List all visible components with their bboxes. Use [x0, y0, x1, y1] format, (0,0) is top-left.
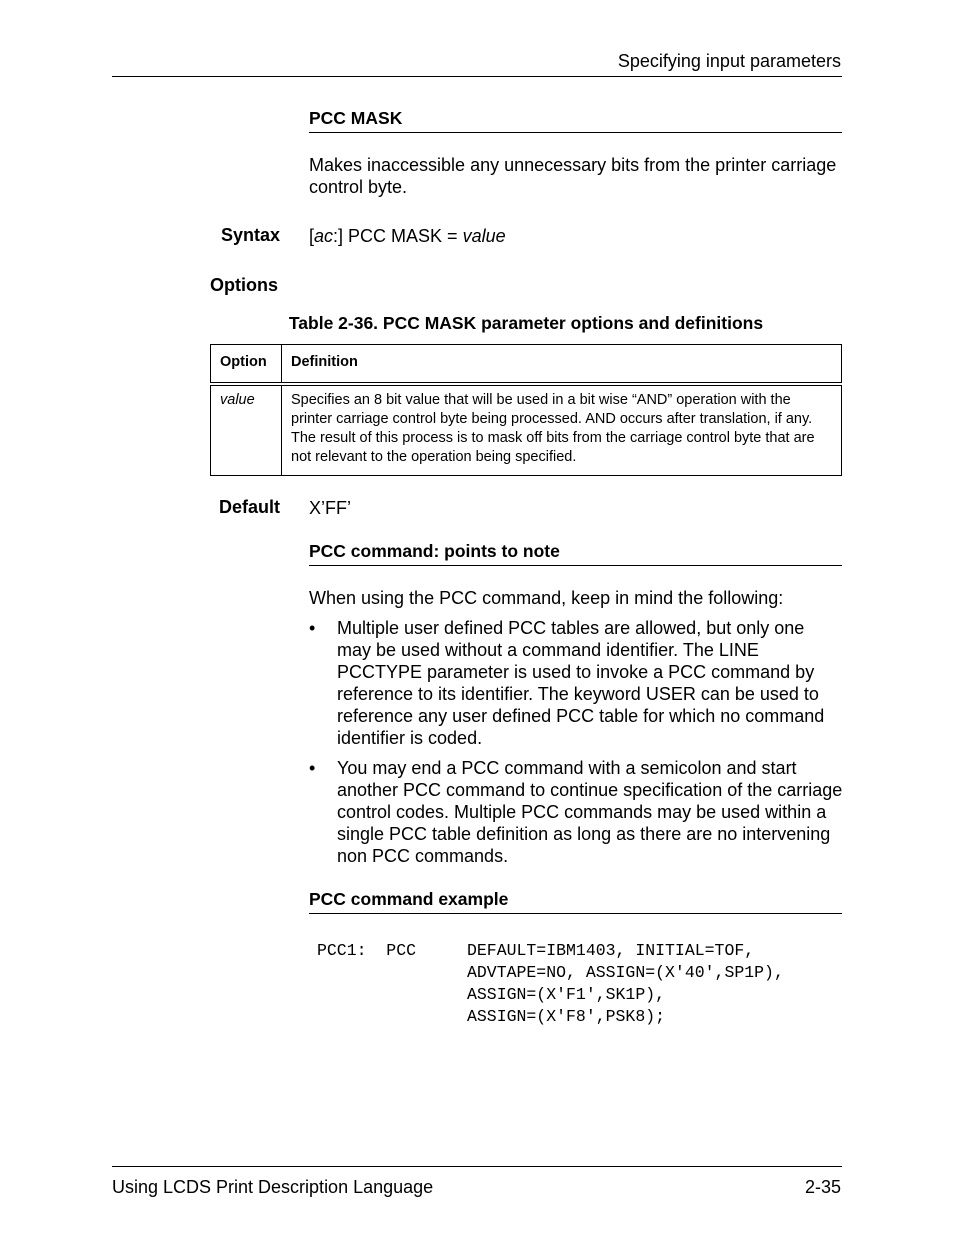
code-line: DEFAULT=IBM1403, INITIAL=TOF,	[467, 941, 755, 960]
table-header-row	[211, 345, 842, 385]
table-caption: Table 2-36. PCC MASK parameter options and definitions	[288, 313, 764, 333]
definition-cell: Specifies an 8 bit value that will be used in a bit wise “AND” operation with the printer carriage control byte being processed. AND occurs after translation, if any. The result of this process is to mask off bits from the carriage control byte that are not relevant to the operation being specified.	[282, 384, 842, 476]
list-item	[309, 617, 843, 749]
syntax-value: value	[462, 226, 506, 246]
list-item-text: You may end a PCC command with a semicolon and start another PCC command to continue specification of the carriage control codes. Multiple PCC commands may be used within a single PCC table definition as long as there are no intervening non PCC commands.	[337, 758, 843, 866]
notes-intro: When using the PCC command, keep in mind the following:	[309, 588, 784, 608]
code-line: ASSIGN=(X'F1',SK1P),	[467, 985, 666, 1004]
column-header-definition: Definition	[282, 345, 842, 385]
bullet-marker: •	[309, 758, 316, 778]
notes-title-rule	[309, 565, 842, 566]
syntax-label: Syntax	[220, 225, 280, 245]
syntax-middle: :] PCC MASK =	[333, 226, 463, 246]
syntax-ac: ac	[314, 226, 334, 246]
example-title-rule	[309, 913, 842, 914]
options-table	[210, 344, 842, 476]
options-label: Options	[210, 275, 278, 295]
section-title-rule	[309, 132, 842, 133]
example-title: PCC command example	[309, 889, 509, 909]
page-number: 2-35	[804, 1177, 841, 1197]
table-row	[211, 384, 842, 476]
header-rule	[112, 76, 842, 77]
option-cell: value	[211, 384, 282, 476]
default-value: X’FF’	[309, 498, 351, 518]
code-label: PCC1: PCC	[317, 941, 417, 960]
list-item-text: Multiple user defined PCC tables are allowed, but only one may be used without a command identifier. The LINE PCCTYPE parameter is used to invoke a PCC command by reference to its identifier. The keyword USER can be used to reference any user defined PCC table for which no command identifier is coded.	[337, 618, 825, 748]
section-description: Makes inaccessible any unnecessary bits from the printer carriage control byte.	[309, 155, 837, 197]
notes-title: PCC command: points to note	[309, 541, 560, 561]
bullet-marker: •	[309, 618, 316, 638]
code-line: ASSIGN=(X'F8',PSK8);	[467, 1007, 666, 1026]
running-header: Specifying input parameters	[617, 51, 841, 71]
footer-rule	[112, 1166, 842, 1167]
notes-list	[309, 617, 843, 875]
footer-title: Using LCDS Print Description Language	[112, 1177, 434, 1197]
column-header-option: Option	[211, 345, 282, 385]
syntax-line	[309, 225, 843, 247]
list-item	[309, 757, 843, 867]
default-label: Default	[218, 497, 280, 517]
section-title: PCC MASK	[309, 108, 403, 128]
syntax-open: [	[309, 226, 315, 246]
code-line: ADVTAPE=NO, ASSIGN=(X'40',SP1P),	[467, 963, 784, 982]
